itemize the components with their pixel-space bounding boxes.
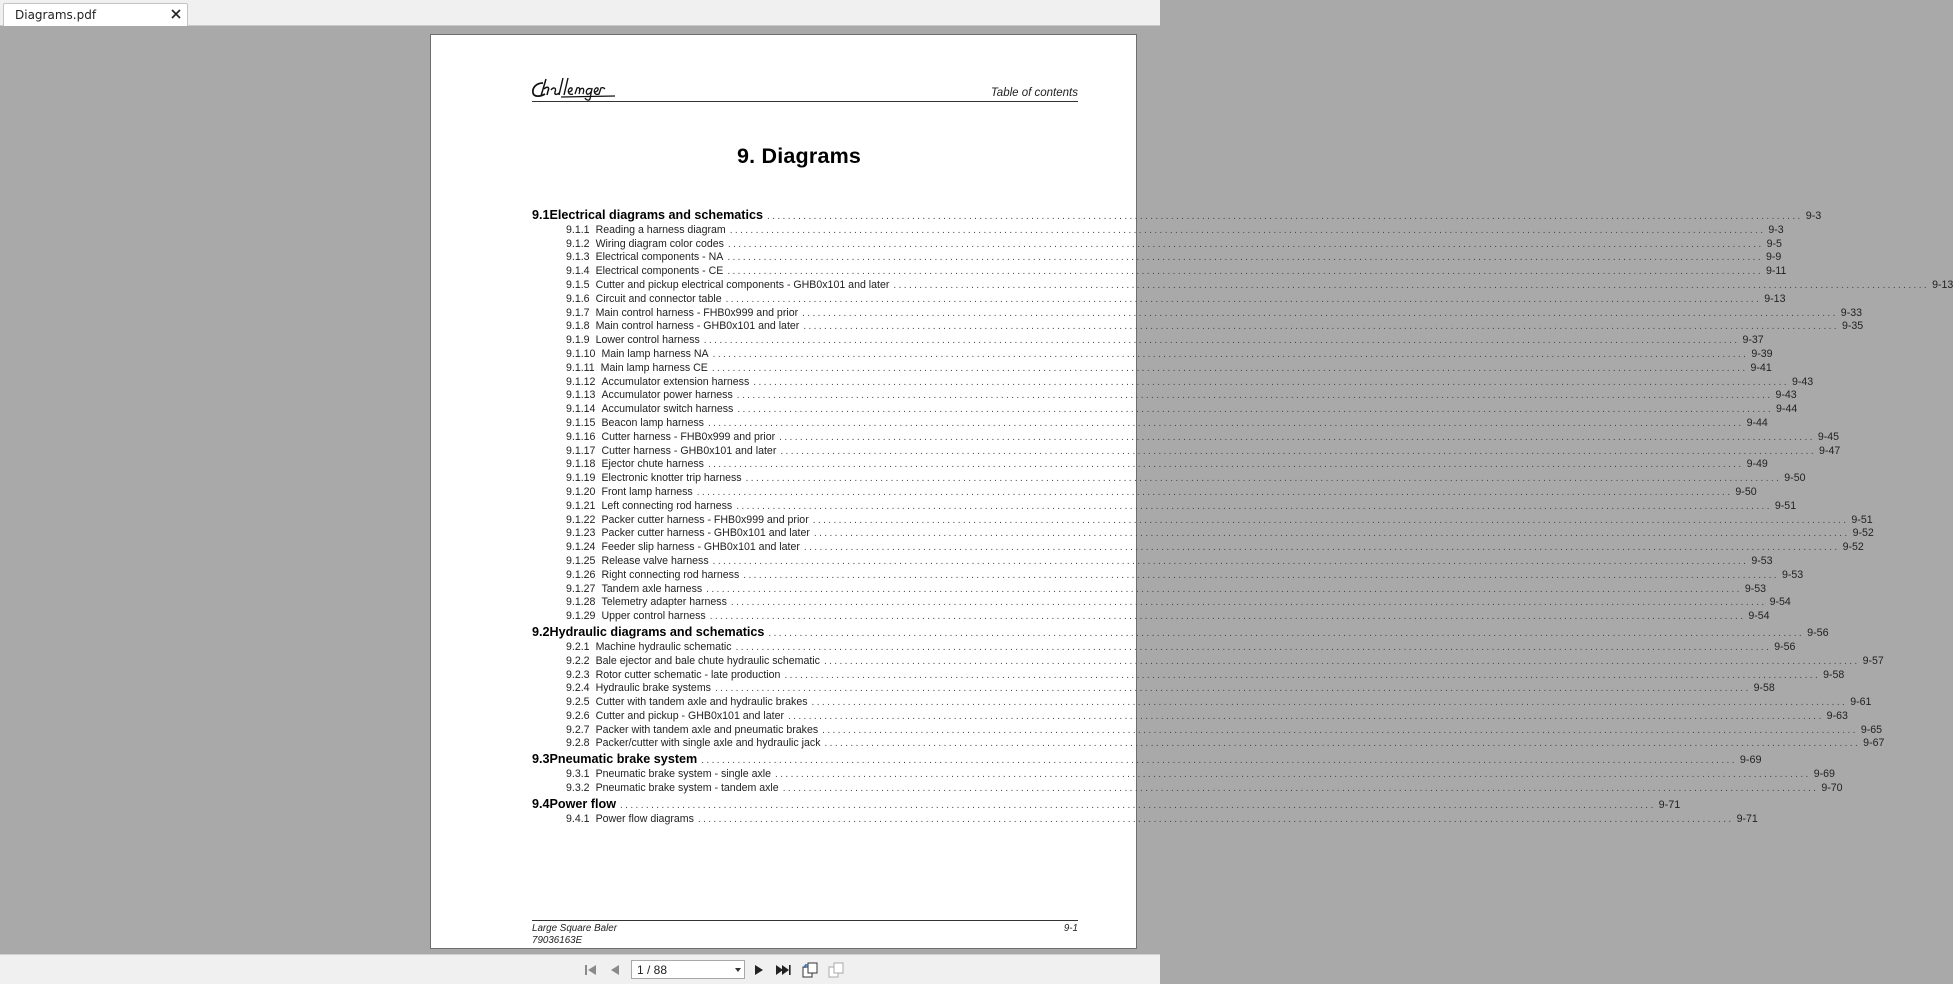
toc-leader-dots: ........................................................................................................................................................................................................ <box>725 293 1762 305</box>
toc-entry-title: Power flow diagrams <box>595 812 694 825</box>
toc-entry-page: 9-56 <box>1774 640 1796 653</box>
toc-entry-page: 9-54 <box>1769 596 1791 609</box>
toc-entry-title: Packer cutter harness - GHB0x101 and later <box>601 527 810 540</box>
toc-entry-title: Main control harness - GHB0x101 and later <box>595 320 800 333</box>
toc-entry-title: Cutter harness - FHB0x999 and prior <box>601 430 776 443</box>
toc-entry-page: 9-69 <box>1739 754 1762 767</box>
toc-entry[interactable] <box>532 608 1770 623</box>
toc-entry-title: Main lamp harness CE <box>600 361 708 374</box>
toc-entry-page: 9-52 <box>1852 527 1874 540</box>
footer-part-number: 79036163E <box>532 935 583 946</box>
toc-leader-dots: ........................................................................................................................................................................................................ <box>788 710 1824 722</box>
last-page-icon[interactable] <box>775 962 791 978</box>
toc-entry-number: 9.1.8 <box>566 320 590 333</box>
toc-leader-dots: ........................................................................................................................................................................................................ <box>711 362 1748 374</box>
toc-entry-page: 9-43 <box>1791 375 1814 388</box>
toc-entry-title: Wiring diagram color codes <box>595 237 724 250</box>
toc-entry[interactable] <box>532 722 1883 736</box>
toc-entry-number: 9.3 <box>532 752 550 767</box>
toc-entry-page: 9-51 <box>1774 499 1797 512</box>
toc-entry-title: Lower control harness <box>595 334 700 347</box>
toc-entry-title: Accumulator switch harness <box>601 403 734 416</box>
toc-entry-page: 9-50 <box>1784 472 1806 485</box>
toc-leader-dots: ........................................................................................................................................................................................................ <box>768 628 1805 640</box>
toc-entry-title: Hydraulic diagrams and schematics <box>549 625 765 640</box>
toc-entry-page: 9-13 <box>1764 292 1786 305</box>
toc-leader-dots: ........................................................................................................................................................................................................ <box>701 755 1737 767</box>
toc-entry-number: 9.2 <box>532 625 550 640</box>
toc-entry[interactable] <box>532 388 1797 402</box>
toc-entry[interactable] <box>532 639 1796 653</box>
toc-leader-dots: ........................................................................................................................................................................................................ <box>709 611 1746 623</box>
toc-entry-title: Bale ejector and bale chute hydraulic schematic <box>595 654 820 667</box>
toc-entry-title: Cutter and pickup - GHB0x101 and later <box>595 709 784 722</box>
toc-entry-title: Cutter and pickup electrical components - GHB0x101 and later <box>595 278 890 291</box>
toc-entry[interactable] <box>532 811 1758 825</box>
toc-leader-dots: ........................................................................................................................................................................................................ <box>735 641 1772 653</box>
toc-entry-title: Electrical components - NA <box>595 251 724 264</box>
tab-title: Diagrams.pdf <box>15 8 97 22</box>
toc-entry-number: 9.1.25 <box>566 554 596 567</box>
toc-entry-number: 9.1.27 <box>566 582 596 595</box>
toc-entry-number: 9.1.29 <box>566 610 596 623</box>
toc-entry-number: 9.1.21 <box>566 499 596 512</box>
toc-leader-dots: ........................................................................................................................................................................................................ <box>620 800 1656 812</box>
toc-entry-page: 9-44 <box>1746 416 1768 429</box>
toc-leader-dots: ........................................................................................................................................................................................................ <box>736 390 1773 402</box>
document-viewer[interactable] <box>0 26 1953 954</box>
toc-entry-page: 9-37 <box>1742 334 1764 347</box>
toc-leader-dots: ........................................................................................................................................................................................................ <box>812 514 1849 526</box>
toc-entry[interactable] <box>532 319 1864 333</box>
toc-section-entry[interactable] <box>532 749 1762 767</box>
navigation-bar <box>0 954 1160 984</box>
toc-entry-title: Feeder slip harness - GHB0x101 and later <box>601 541 800 554</box>
toc-leader-dots: ........................................................................................................................................................................................................ <box>706 583 1742 595</box>
toc-entry-title: Right connecting rod harness <box>601 568 740 581</box>
toc-entry-number: 9.3.1 <box>566 768 590 781</box>
toc-entry[interactable] <box>532 346 1773 360</box>
toc-entry-title: Packer with tandem axle and pneumatic brakes <box>595 723 819 736</box>
next-page-icon[interactable] <box>751 962 767 978</box>
toc-entry-number: 9.4.1 <box>566 812 590 825</box>
toc-entry-page: 9-53 <box>1751 554 1773 567</box>
toc-leader-dots: ........................................................................................................................................................................................................ <box>803 542 1840 554</box>
toc-entry-number: 9.2.3 <box>566 668 590 681</box>
toc-entry-title: Front lamp harness <box>601 485 693 498</box>
toc-entry-title: Machine hydraulic schematic <box>595 640 732 653</box>
toc-entry-page: 9-69 <box>1813 768 1835 781</box>
toc-leader-dots: ........................................................................................................................................................................................................ <box>714 683 1751 695</box>
toc-entry-title: Telemetry adapter harness <box>601 596 727 609</box>
toc-entry-page: 9-9 <box>1766 251 1782 264</box>
toc-leader-dots: ........................................................................................................................................................................................................ <box>703 335 1740 347</box>
toc-entry-page: 9-61 <box>1850 696 1872 709</box>
toc-entry-number: 9.1.10 <box>566 347 596 360</box>
toc-leader-dots: ........................................................................................................................................................................................................ <box>811 697 1848 709</box>
toc-entry-number: 9.2.4 <box>566 682 590 695</box>
toc-entry-page: 9-58 <box>1823 668 1845 681</box>
toc-leader-dots: ........................................................................................................................................................................................................ <box>893 279 1930 291</box>
toc-leader-dots: ........................................................................................................................................................................................................ <box>803 321 1839 333</box>
toc-entry-title: Cutter with tandem axle and hydraulic brakes <box>595 696 808 709</box>
toc-entry[interactable] <box>532 736 1885 750</box>
toc-entry[interactable] <box>532 780 1843 795</box>
footer-divider <box>532 920 1078 921</box>
toc-entry-title: Main lamp harness NA <box>601 347 709 360</box>
toc-entry-page: 9-41 <box>1750 361 1772 374</box>
toc-entry[interactable] <box>532 277 1953 291</box>
toc-entry-number: 9.1.24 <box>566 541 596 554</box>
toc-entry-page: 9-39 <box>1751 347 1773 360</box>
footer-product: Large Square Baler <box>532 923 617 934</box>
toc-entry-title: Packer/cutter with single axle and hydraulic jack <box>595 737 821 750</box>
toc-entry-page: 9-35 <box>1841 320 1864 333</box>
toc-entry-title: Release valve harness <box>601 554 709 567</box>
toc-entry-page: 9-49 <box>1746 458 1768 471</box>
toc-entry-page: 9-53 <box>1781 568 1804 581</box>
toc-entry[interactable] <box>532 667 1845 681</box>
toc-entry-number: 9.1.17 <box>566 444 596 457</box>
toc-entry[interactable] <box>532 374 1814 388</box>
toc-entry-page: 9-33 <box>1840 306 1862 319</box>
toc-leader-dots: ........................................................................................................................................................................................................ <box>745 473 1782 485</box>
toc-entry-number: 9.2.8 <box>566 737 590 750</box>
toc-entry-number: 9.1.4 <box>566 265 590 278</box>
toc-entry[interactable] <box>532 332 1764 347</box>
close-icon[interactable] <box>169 7 183 21</box>
toc-entry-page: 9-58 <box>1753 682 1775 695</box>
toc-entry[interactable] <box>532 539 1864 554</box>
toc-leader-dots: ........................................................................................................................................................................................................ <box>823 655 1860 667</box>
toc-section-entry[interactable] <box>532 205 1822 222</box>
toc-entry-title: Accumulator power harness <box>601 389 733 402</box>
toc-entry[interactable] <box>532 484 1757 498</box>
toc-entry-page: 9-71 <box>1658 799 1681 812</box>
toc-entry[interactable] <box>532 236 1782 250</box>
challenger-logo <box>531 75 616 101</box>
toc-entry-title: Electrical components - CE <box>595 265 724 278</box>
toc-leader-dots: ........................................................................................................................................................................................................ <box>767 211 1803 222</box>
toc-entry-page: 9-11 <box>1766 265 1787 278</box>
toc-entry-number: 9.1.16 <box>566 430 596 443</box>
toc-leader-dots: ........................................................................................................................................................................................................ <box>727 252 1763 264</box>
toc-entry-page: 9-65 <box>1860 723 1883 736</box>
toc-entry-title: Cutter harness - GHB0x101 and later <box>601 444 777 457</box>
first-page-icon[interactable] <box>583 962 599 978</box>
toc-leader-dots: ........................................................................................................................................................................................................ <box>753 376 1789 388</box>
toc-entry[interactable] <box>532 429 1840 443</box>
pdf-page <box>430 34 1953 949</box>
toc-entry[interactable] <box>532 263 1787 278</box>
toc-entry[interactable] <box>532 250 1782 264</box>
page-view-icon[interactable] <box>802 962 818 978</box>
toc-entry-title: Tandem axle harness <box>601 582 703 595</box>
toc-entry-title: Main control harness - FHB0x999 and prior <box>595 306 799 319</box>
page-view-disabled-icon[interactable] <box>828 962 844 978</box>
toc-entry-page: 9-67 <box>1863 737 1885 750</box>
toc-entry-page: 9-43 <box>1775 389 1797 402</box>
toc-entry-page: 9-70 <box>1821 782 1843 795</box>
toc-leader-dots: ........................................................................................................................................................................................................ <box>802 307 1838 319</box>
toc-leader-dots: ........................................................................................................................................................................................................ <box>727 238 1764 250</box>
toc-entry-number: 9.1.28 <box>566 596 596 609</box>
toc-entry-number: 9.1.20 <box>566 485 596 498</box>
toc-entry-number: 9.1.19 <box>566 472 596 485</box>
toc-leader-dots: ........................................................................................................................................................................................................ <box>775 769 1811 781</box>
footer-page-label: 9-1 <box>1063 923 1078 934</box>
toc-entry[interactable] <box>532 708 1848 722</box>
toc-entry-title: Pneumatic brake system - tandem axle <box>595 782 779 795</box>
toc-entry-title: Circuit and connector table <box>595 292 722 305</box>
toc-leader-dots: ........................................................................................................................................................................................................ <box>697 813 1734 825</box>
toc-entry-title: Upper control harness <box>601 610 706 623</box>
toc-leader-dots: ........................................................................................................................................................................................................ <box>780 445 1817 457</box>
toc-entry[interactable] <box>532 653 1884 667</box>
toc-entry-title: Ejector chute harness <box>601 458 704 471</box>
toc-entry-number: 9.1.6 <box>566 292 590 305</box>
toc-leader-dots: ........................................................................................................................................................................................................ <box>727 266 1763 278</box>
toc-entry-number: 9.3.2 <box>566 782 590 795</box>
toc-leader-dots: ........................................................................................................................................................................................................ <box>743 569 1779 581</box>
toc-entry-number: 9.1.2 <box>566 237 590 250</box>
toc-leader-dots: ........................................................................................................................................................................................................ <box>696 486 1733 498</box>
chapter-title: 9. Diagrams <box>737 144 862 168</box>
toc-entry[interactable] <box>532 457 1768 471</box>
toc-entry-title: Packer cutter harness - FHB0x999 and prior <box>601 513 809 526</box>
toc-entry-page: 9-57 <box>1862 654 1884 667</box>
page-number-select[interactable] <box>631 960 745 979</box>
tab-bar <box>0 0 1160 26</box>
toc-entry-number: 9.1.1 <box>566 223 590 236</box>
toc-leader-dots: ........................................................................................................................................................................................................ <box>707 417 1744 429</box>
toc-entry[interactable] <box>532 222 1784 236</box>
toc-entry-page: 9-63 <box>1826 709 1848 722</box>
toc-entry-title: Pneumatic brake system <box>549 752 698 767</box>
chevron-down-icon <box>735 968 741 972</box>
toc-entry-page: 9-71 <box>1736 812 1758 825</box>
toc-leader-dots: ........................................................................................................................................................................................................ <box>730 597 1767 609</box>
toc-entry-number: 9.1.26 <box>566 568 596 581</box>
toc-entry[interactable] <box>532 401 1798 416</box>
toc-entry-number: 9.2.1 <box>566 640 590 653</box>
toc-entry[interactable] <box>532 766 1835 781</box>
toc-entry-page: 9-54 <box>1748 610 1770 623</box>
toc-entry-number: 9.4 <box>532 797 550 812</box>
toc-leader-dots: ........................................................................................................................................................................................................ <box>784 669 1821 681</box>
toc-entry-page: 9-50 <box>1735 485 1757 498</box>
page-indicator: 1 / 88 <box>637 963 668 977</box>
toc-entry-title: Beacon lamp harness <box>601 416 704 429</box>
toc-entry[interactable] <box>532 526 1874 540</box>
toc-entry-number: 9.1.7 <box>566 306 590 319</box>
toc-entry-number: 9.2.7 <box>566 723 590 736</box>
toc-entry-number: 9.1 <box>532 208 550 222</box>
toc-entry-number: 9.1.15 <box>566 416 596 429</box>
toc-leader-dots: ........................................................................................................................................................................................................ <box>712 348 1749 360</box>
toc-section-entry[interactable] <box>532 622 1829 640</box>
document-tab[interactable] <box>3 3 188 26</box>
toc-entry[interactable] <box>532 470 1806 485</box>
toc-entry-number: 9.1.5 <box>566 278 590 291</box>
toc-entry-number: 9.1.18 <box>566 458 596 471</box>
table-of-contents <box>532 205 1953 825</box>
toc-entry-number: 9.1.14 <box>566 403 596 416</box>
toc-leader-dots: ........................................................................................................................................................................................................ <box>822 724 1858 736</box>
toc-entry[interactable] <box>532 553 1773 567</box>
toc-section-entry[interactable] <box>532 794 1681 812</box>
header-divider <box>532 101 1078 102</box>
toc-leader-dots: ........................................................................................................................................................................................................ <box>824 738 1861 750</box>
toc-entry-page: 9-52 <box>1842 541 1864 554</box>
toc-entry-page: 9-13 <box>1932 278 1953 291</box>
toc-entry-number: 9.2.2 <box>566 654 590 667</box>
toc-entry-page: 9-3 <box>1768 223 1784 236</box>
toc-leader-dots: ........................................................................................................................................................................................................ <box>737 404 1774 416</box>
toc-entry-number: 9.1.12 <box>566 375 596 388</box>
header-label: Table of contents <box>990 87 1078 99</box>
toc-entry-title: Hydraulic brake systems <box>595 682 711 695</box>
toc-leader-dots: ........................................................................................................................................................................................................ <box>782 783 1819 795</box>
toc-entry-number: 9.1.22 <box>566 513 596 526</box>
toc-entry[interactable] <box>532 443 1841 457</box>
toc-entry-page: 9-53 <box>1744 582 1767 595</box>
toc-entry-page: 9-51 <box>1851 513 1873 526</box>
toc-entry-title: Electrical diagrams and schematics <box>549 208 764 222</box>
toc-entry-title: Power flow <box>549 797 616 812</box>
toc-entry[interactable] <box>532 415 1768 429</box>
toc-entry-page: 9-56 <box>1807 627 1829 640</box>
toc-entry[interactable] <box>532 512 1873 526</box>
footer-info <box>532 923 617 947</box>
toc-leader-dots: ........................................................................................................................................................................................................ <box>736 500 1772 512</box>
previous-page-icon[interactable] <box>607 962 623 978</box>
toc-entry-title: Left connecting rod harness <box>601 499 733 512</box>
toc-entry-number: 9.1.23 <box>566 527 596 540</box>
toc-entry[interactable] <box>532 567 1804 581</box>
toc-leader-dots: ........................................................................................................................................................................................................ <box>779 431 1815 443</box>
toc-leader-dots: ........................................................................................................................................................................................................ <box>729 224 1766 236</box>
toc-entry[interactable] <box>532 305 1862 319</box>
toc-leader-dots: ........................................................................................................................................................................................................ <box>712 555 1749 567</box>
toc-entry[interactable] <box>532 498 1797 512</box>
toc-entry-number: 9.2.5 <box>566 696 590 709</box>
toc-entry-number: 9.1.3 <box>566 251 590 264</box>
toc-entry-page: 9-5 <box>1766 237 1782 250</box>
toc-entry[interactable] <box>532 581 1767 595</box>
toc-entry-title: Reading a harness diagram <box>595 223 726 236</box>
toc-entry-page: 9-44 <box>1776 403 1798 416</box>
toc-entry-number: 9.1.11 <box>566 361 595 374</box>
toc-entry-title: Rotor cutter schematic - late production <box>595 668 781 681</box>
toc-entry-title: Accumulator extension harness <box>601 375 750 388</box>
toc-entry-page: 9-45 <box>1817 430 1840 443</box>
toc-entry-number: 9.1.9 <box>566 334 590 347</box>
toc-entry-number: 9.2.6 <box>566 709 590 722</box>
toc-leader-dots: ........................................................................................................................................................................................................ <box>707 459 1744 471</box>
toc-entry[interactable] <box>532 694 1872 709</box>
toc-entry[interactable] <box>532 360 1772 374</box>
toc-entry[interactable] <box>532 595 1791 609</box>
toc-entry[interactable] <box>532 291 1786 305</box>
toc-entry-number: 9.1.13 <box>566 389 596 402</box>
toc-entry-page: 9-3 <box>1805 210 1822 222</box>
toc-entry-title: Pneumatic brake system - single axle <box>595 768 772 781</box>
toc-entry-page: 9-47 <box>1819 444 1841 457</box>
toc-leader-dots: ........................................................................................................................................................................................................ <box>813 528 1850 540</box>
toc-entry-title: Electronic knotter trip harness <box>601 472 742 485</box>
toc-entry[interactable] <box>532 681 1775 695</box>
